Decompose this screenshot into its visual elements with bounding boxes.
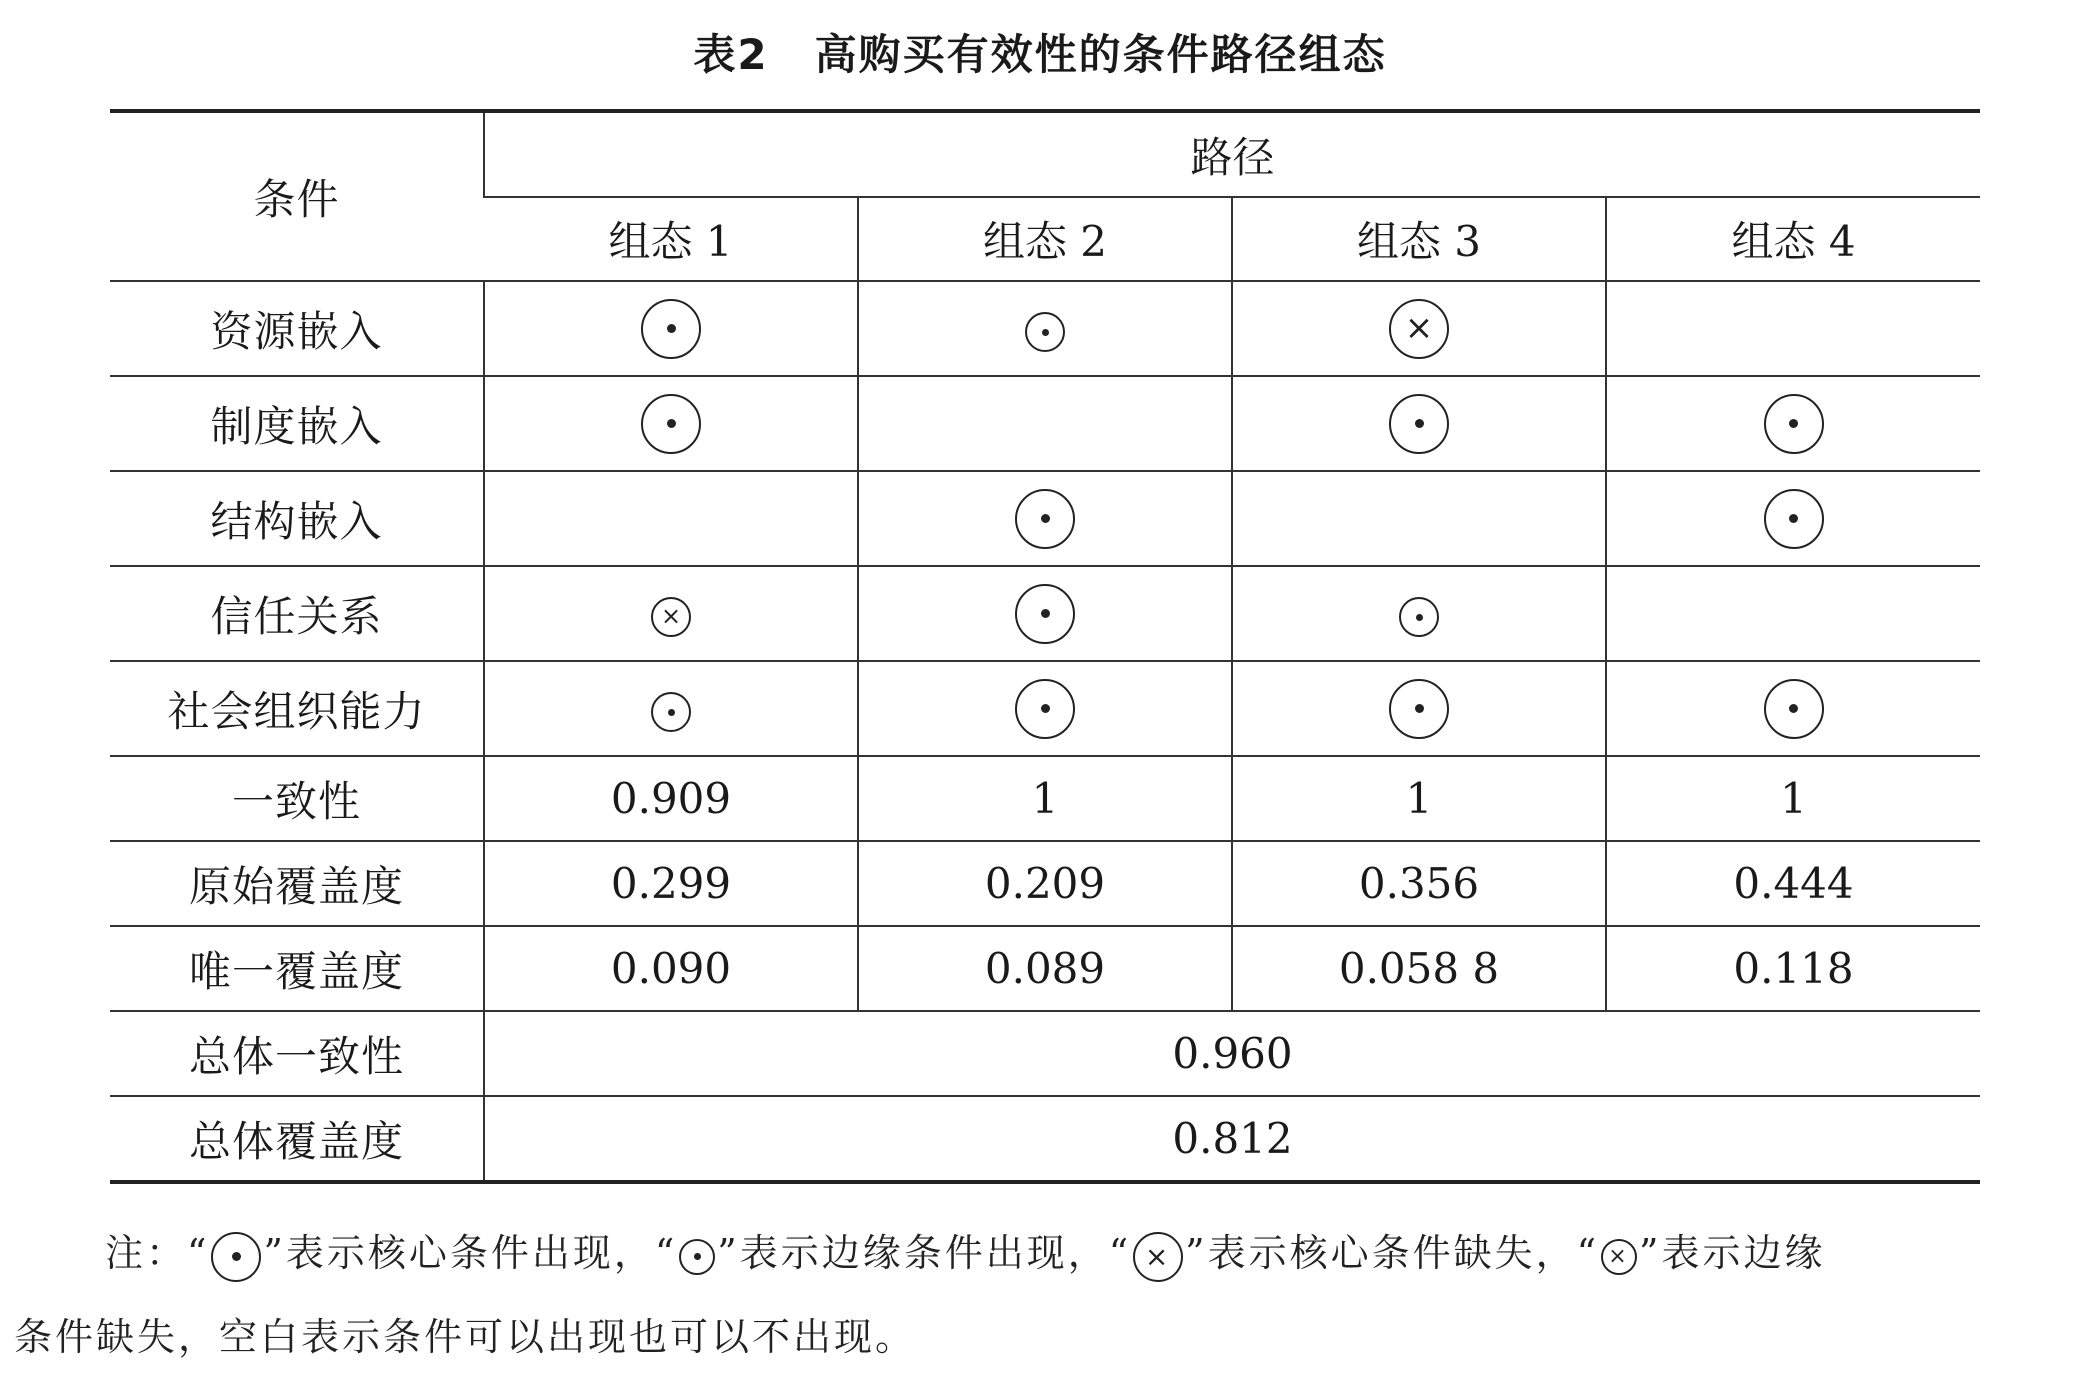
value-cell: 0.356 (1232, 841, 1606, 926)
core-present-icon (1764, 679, 1824, 739)
row-label: 总体一致性 (110, 1011, 484, 1096)
core-present-icon (1389, 394, 1449, 454)
overall-coverage-row (110, 1096, 1980, 1182)
value-cell: 1 (1606, 756, 1980, 841)
symbol-cell (484, 281, 858, 376)
symbol-cell (1606, 661, 1980, 756)
symbol-cell (1606, 281, 1980, 376)
table-row (110, 661, 1980, 756)
row-label: 一致性 (110, 756, 484, 841)
symbol-cell (858, 281, 1232, 376)
overall-consistency-row (110, 1011, 1980, 1096)
note-text: ”表示核心条件缺失，“ (1185, 1231, 1600, 1275)
table-note-line-1 (105, 1222, 2080, 1282)
config-header: 组态 4 (1606, 197, 1980, 281)
core-present-icon (211, 1232, 261, 1282)
value-cell: 0.299 (484, 841, 858, 926)
note-text: ”表示边缘条件出现，“ (717, 1231, 1132, 1275)
overall-value: 0.812 (484, 1096, 1980, 1182)
unique-coverage-row (110, 926, 1980, 1011)
config-header: 组态 1 (484, 197, 858, 281)
peripheral-present-icon (1025, 312, 1065, 352)
note-text: ”表示边缘 (1639, 1231, 1826, 1275)
table-title (0, 22, 2080, 82)
condition-label: 社会组织能力 (110, 661, 484, 756)
note-prefix: 注：“ (105, 1231, 210, 1275)
overall-value: 0.960 (484, 1011, 1980, 1096)
condition-label: 结构嵌入 (110, 471, 484, 566)
table-number: 表2 (693, 30, 769, 79)
value-cell: 0.209 (858, 841, 1232, 926)
peripheral-present-icon (651, 692, 691, 732)
consistency-row (110, 756, 1980, 841)
condition-label: 信任关系 (110, 566, 484, 661)
symbol-cell (1606, 566, 1980, 661)
table-note-line-2: 条件缺失，空白表示条件可以出现也可以不出现。 (14, 1315, 917, 1359)
row-label: 总体覆盖度 (188, 1116, 404, 1166)
header-row (110, 111, 1980, 197)
table-row (110, 471, 1980, 566)
peripheral-present-icon (679, 1239, 715, 1275)
value-cell: 0.058 8 (1232, 926, 1606, 1011)
row-label: 唯一覆盖度 (110, 926, 484, 1011)
value-cell: 1 (1232, 756, 1606, 841)
symbol-cell (1232, 661, 1606, 756)
header-path: 路径 (484, 111, 1980, 197)
core-present-icon (1389, 679, 1449, 739)
table-caption: 高购买有效性的条件路径组态 (814, 30, 1387, 79)
value-cell: 0.444 (1606, 841, 1980, 926)
core-present-icon (1015, 489, 1075, 549)
header-condition: 条件 (110, 111, 484, 281)
core-present-icon (1015, 584, 1075, 644)
symbol-cell (1606, 376, 1980, 471)
config-header: 组态 2 (858, 197, 1232, 281)
symbol-cell (1232, 566, 1606, 661)
symbol-cell (1232, 376, 1606, 471)
value-cell: 1 (858, 756, 1232, 841)
note-text: ”表示核心条件出现，“ (263, 1231, 678, 1275)
value-cell: 0.909 (484, 756, 858, 841)
row-label: 原始覆盖度 (110, 841, 484, 926)
value-cell: 0.118 (1606, 926, 1980, 1011)
symbol-cell (484, 566, 858, 661)
core-absent-icon: × (1389, 299, 1449, 359)
peripheral-absent-icon: × (651, 597, 691, 637)
symbol-cell (1606, 471, 1980, 566)
table-row (110, 566, 1980, 661)
core-present-icon (1764, 394, 1824, 454)
value-cell: 0.089 (858, 926, 1232, 1011)
condition-label: 制度嵌入 (110, 376, 484, 471)
table-row (110, 376, 1980, 471)
symbol-cell (858, 471, 1232, 566)
peripheral-present-icon (1399, 597, 1439, 637)
symbol-cell (484, 376, 858, 471)
condition-label: 资源嵌入 (110, 281, 484, 376)
core-present-icon (1015, 679, 1075, 739)
raw-coverage-row (110, 841, 1980, 926)
symbol-cell (484, 471, 858, 566)
table-row (110, 281, 1980, 376)
symbol-cell (858, 661, 1232, 756)
symbol-cell (858, 566, 1232, 661)
core-present-icon (641, 394, 701, 454)
core-present-icon (641, 299, 701, 359)
config-header: 组态 3 (1232, 197, 1606, 281)
symbol-cell (484, 661, 858, 756)
value-cell: 0.090 (484, 926, 858, 1011)
configuration-table (110, 109, 1980, 1184)
symbol-cell (1232, 281, 1606, 376)
peripheral-absent-icon: × (1601, 1239, 1637, 1275)
symbol-cell (858, 376, 1232, 471)
core-present-icon (1764, 489, 1824, 549)
symbol-cell (1232, 471, 1606, 566)
core-absent-icon: × (1133, 1232, 1183, 1282)
